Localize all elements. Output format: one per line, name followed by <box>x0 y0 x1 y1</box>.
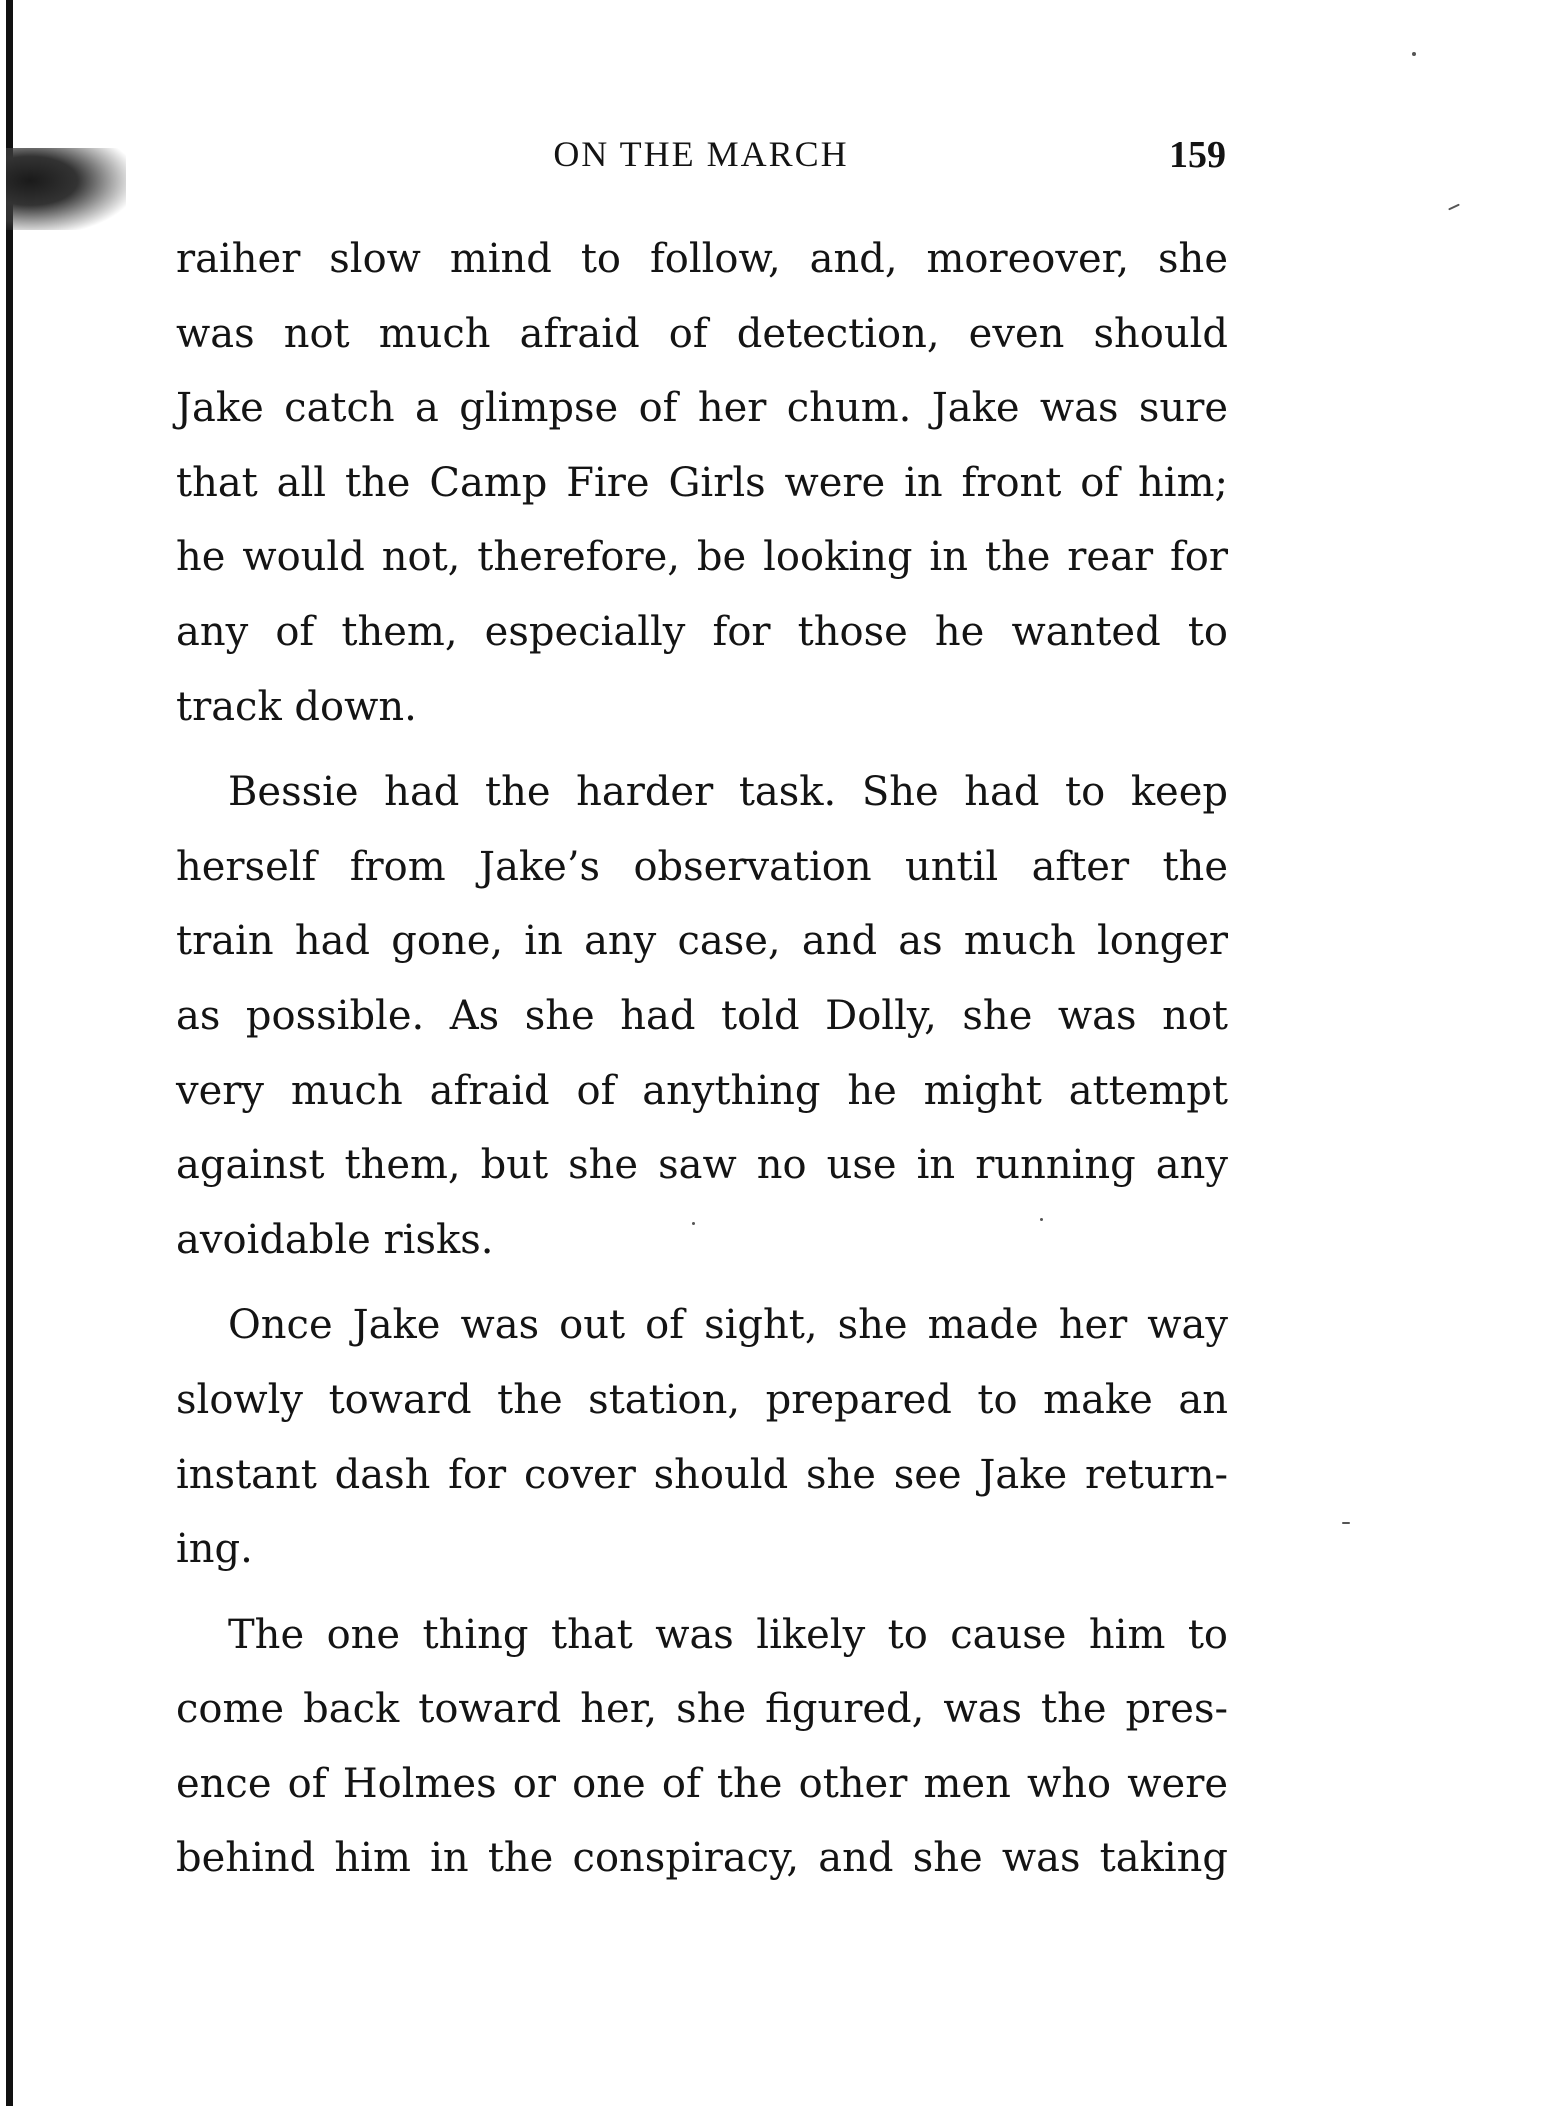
text-line: very much afraid of anything he might attempt <box>176 1067 1228 1114</box>
text-line: track down. <box>176 683 417 730</box>
running-head <box>176 133 1226 183</box>
scan-speck <box>1448 204 1460 211</box>
text-line: any of them, especially for those he wanted to <box>176 608 1228 655</box>
paragraph <box>176 755 1228 1277</box>
text-line: slowly toward the station, prepared to make an <box>176 1376 1228 1423</box>
running-title: ON THE MARCH <box>553 134 849 174</box>
paragraph <box>176 222 1228 744</box>
text-line: he would not, therefore, be looking in the rear for <box>176 534 1228 581</box>
paragraph <box>176 1288 1228 1586</box>
text-line: ing. <box>176 1526 253 1573</box>
scan-speck <box>1412 52 1416 56</box>
body-text <box>176 222 1228 1896</box>
text-line: avoidable risks. <box>176 1216 494 1263</box>
text-line: The one thing that was likely to cause him to <box>228 1611 1228 1658</box>
text-line: raiher slow mind to follow, and, moreover, she <box>176 236 1228 282</box>
text-line: that all the Camp Fire Girls were in front of him; <box>176 459 1228 506</box>
text-line: Once Jake was out of sight, she made her way <box>228 1302 1228 1349</box>
text-line: Bessie had the harder task. She had to keep <box>228 769 1228 816</box>
text-line: Jake catch a glimpse of her chum. Jake was sure <box>176 385 1228 432</box>
page-number: 159 <box>1169 134 1226 176</box>
text-line: ence of Holmes or one of the other men who were <box>176 1760 1228 1807</box>
text-line: behind him in the conspiracy, and she was taking <box>176 1835 1228 1882</box>
text-line: come back toward her, she figured, was the pres- <box>176 1686 1228 1733</box>
text-line: against them, but she saw no use in running any <box>176 1142 1228 1189</box>
scan-blot <box>6 148 126 230</box>
text-line: instant dash for cover should she see Jake return- <box>176 1451 1228 1498</box>
text-line: train had gone, in any case, and as much longer <box>176 918 1228 965</box>
binding-edge <box>6 0 13 2106</box>
scan-speck <box>1342 1522 1350 1524</box>
text-line: was not much afraid of detection, even should <box>176 310 1228 357</box>
text-line: as possible. As she had told Dolly, she was not <box>176 992 1228 1039</box>
paragraph <box>176 1598 1228 1896</box>
text-line: herself from Jake’s observation until after the <box>176 843 1228 890</box>
